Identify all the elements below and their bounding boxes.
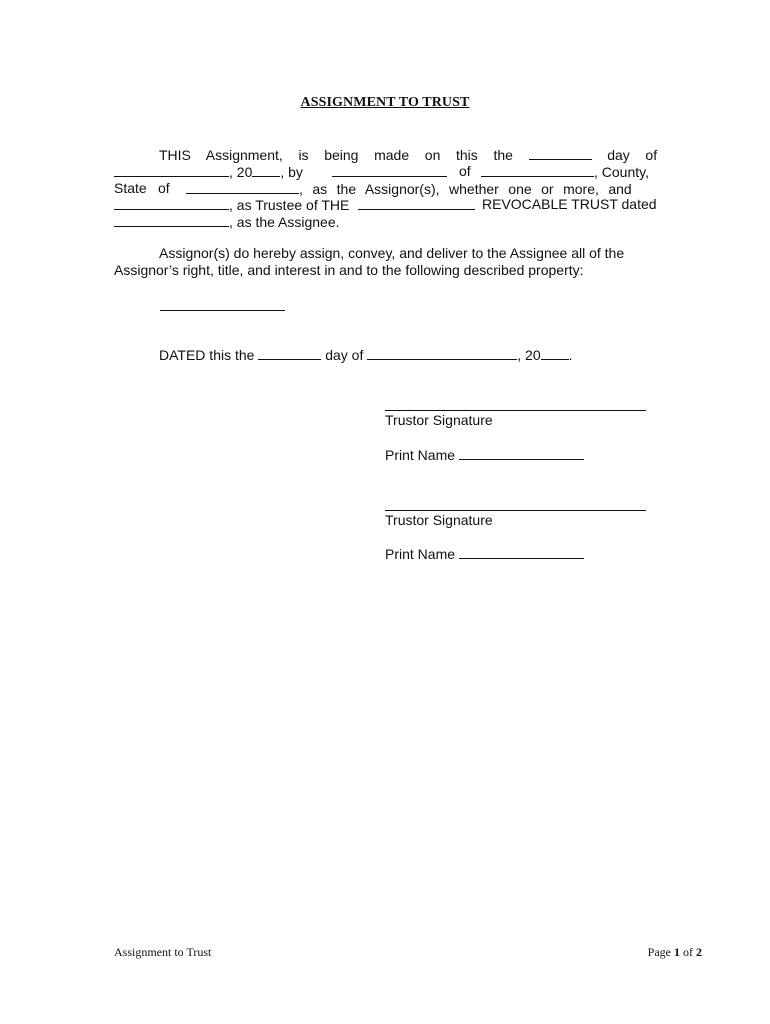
year-blank[interactable]	[252, 163, 280, 177]
trust-name-blank[interactable]	[358, 196, 475, 210]
para1-line2: , 20 , by of , County,	[114, 163, 657, 180]
month-blank[interactable]	[114, 163, 229, 177]
print-name-row-2: Print Name	[385, 545, 584, 562]
footer-page-number: Page 1 of 2	[647, 945, 702, 959]
day-blank[interactable]	[529, 146, 592, 160]
para1-line5: , as the Assignee.	[114, 213, 657, 230]
state-blank[interactable]	[186, 180, 299, 194]
para1-line4: , as Trustee of THE REVOCABLE TRUST dated	[114, 196, 657, 213]
para2-line2: Assignor’s right, title, and interest in and to the following described property:	[114, 262, 584, 278]
trustor-signature-label-1: Trustor Signature	[385, 412, 493, 428]
trustor-signature-line-2[interactable]	[385, 510, 646, 511]
trustor-signature-line-1[interactable]	[385, 410, 646, 411]
trustor-signature-label-2: Trustor Signature	[385, 512, 493, 528]
trust-date-blank[interactable]	[114, 213, 229, 227]
dated-day-blank[interactable]	[258, 346, 321, 360]
para1-line1: THIS Assignment, is being made on this the day of	[159, 147, 658, 163]
dated-line: DATED this the day of , 20 .	[159, 347, 573, 363]
print-name-blank-2[interactable]	[459, 545, 584, 559]
property-description-blank[interactable]	[160, 310, 285, 311]
para1-line3: State of , as the Assignor(s), whether one or more, and	[114, 180, 632, 197]
document-title: ASSIGNMENT TO TRUST	[300, 95, 470, 110]
para2-line1: Assignor(s) do hereby assign, convey, and deliver to the Assignee all of the	[159, 245, 625, 261]
print-name-blank-1[interactable]	[459, 446, 584, 460]
trustee-name-blank[interactable]	[114, 196, 229, 210]
footer-document-name: Assignment to Trust	[114, 945, 212, 959]
dated-month-blank[interactable]	[367, 346, 517, 360]
county-blank[interactable]	[481, 163, 594, 177]
print-name-row-1: Print Name	[385, 446, 584, 463]
dated-year-blank[interactable]	[541, 346, 569, 360]
assignor-name-blank[interactable]	[332, 163, 447, 177]
